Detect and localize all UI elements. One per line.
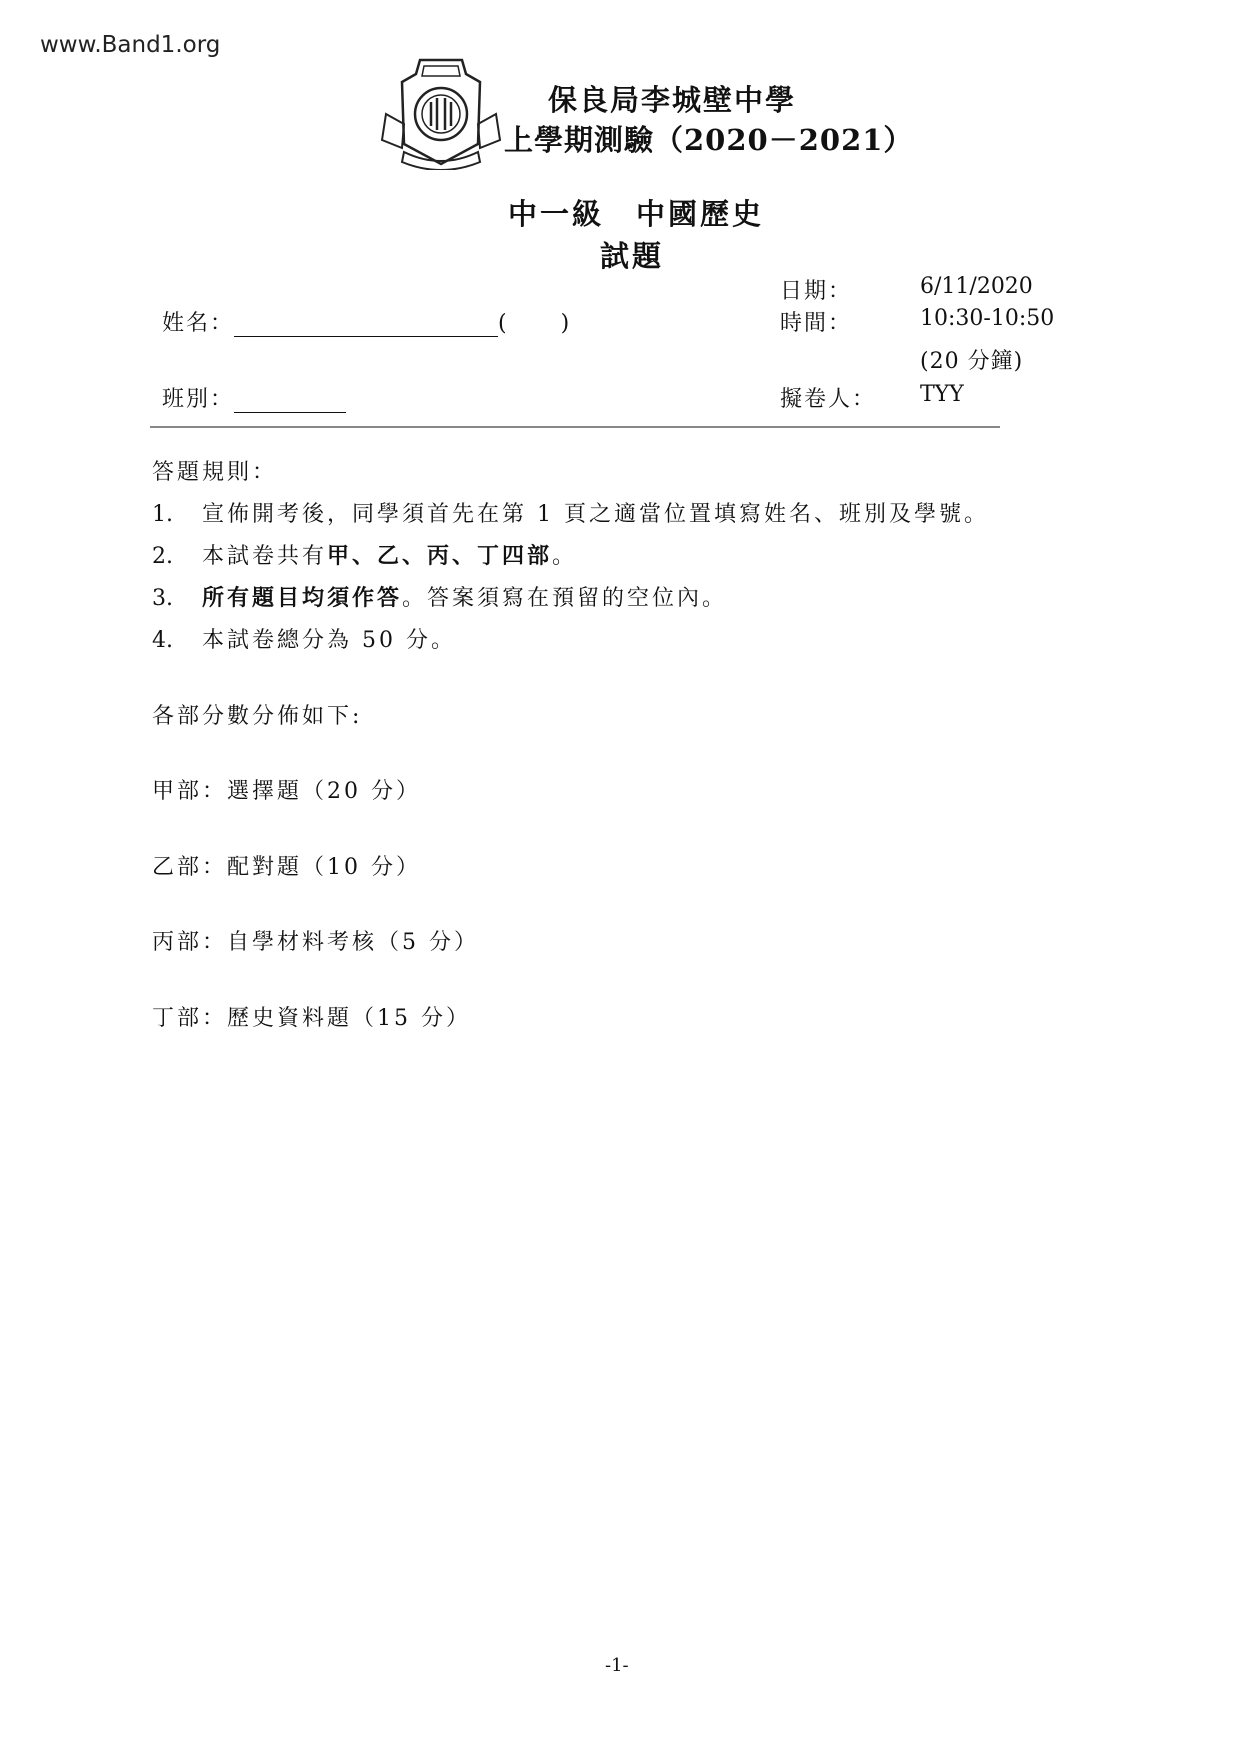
page-number: -1- [605, 1655, 629, 1676]
distribution-title: 各部分數分佈如下: [152, 704, 363, 729]
rule-text: 宣佈開考後，同學須首先在第 1 頁之適當位置填寫姓名、班別及學號。 [202, 502, 989, 527]
duration: (20 分鐘) [920, 349, 1024, 374]
rules-title: 答題規則： [152, 460, 278, 485]
rule-item [152, 623, 456, 654]
rule-text: 本試卷總分為 50 分。 [202, 628, 456, 653]
watermark: www.Band1.org [40, 32, 221, 58]
rule-text: 。 [552, 544, 578, 569]
school-crest-icon [380, 52, 502, 170]
setter-label: 擬卷人： [780, 387, 877, 412]
subject-title: 中一級 中國歷史 [508, 197, 765, 231]
rule-number: 4. [152, 628, 173, 653]
rule-number: 2. [152, 544, 173, 569]
rule-text-bold: 甲、乙、丙、丁四部 [327, 543, 553, 569]
divider [150, 426, 1000, 431]
rule-text-bold: 所有題目均須作答 [202, 585, 403, 611]
class-label: 班別： [162, 387, 235, 412]
part-item: 甲部：選擇題（20 分） [152, 779, 421, 804]
paren-close: ) [560, 311, 572, 336]
date-label: 日期： [780, 279, 853, 304]
paren-open: ( [498, 311, 509, 336]
rule-item [152, 581, 727, 612]
rule-number: 1. [152, 502, 173, 527]
rule-item [152, 539, 577, 570]
rule-number: 3. [152, 586, 173, 611]
part-item: 乙部：配對題（10 分） [152, 855, 421, 880]
part-item: 丁部：歷史資料題（15 分） [152, 1006, 471, 1031]
paper-title: 試題 [600, 239, 665, 273]
date-value: 6/11/2020 [920, 274, 1033, 299]
class-blank[interactable] [234, 390, 346, 413]
part-item: 丙部：自學材料考核（5 分） [152, 930, 479, 955]
name-field [162, 306, 571, 337]
time-label: 時間： [780, 311, 853, 336]
exam-title: 上學期測驗（2020－2021） [504, 123, 914, 157]
rule-text: 本試卷共有 [202, 544, 328, 569]
school-name: 保良局李城壁中學 [548, 83, 797, 117]
rule-text: 。答案須寫在預留的空位內。 [402, 586, 728, 611]
setter-value: TYY [920, 382, 964, 407]
name-label: 姓名： [162, 311, 235, 336]
time-value: 10:30-10:50 [920, 306, 1055, 331]
name-blank[interactable] [234, 314, 498, 337]
rule-item [152, 497, 989, 528]
class-field [162, 382, 346, 413]
